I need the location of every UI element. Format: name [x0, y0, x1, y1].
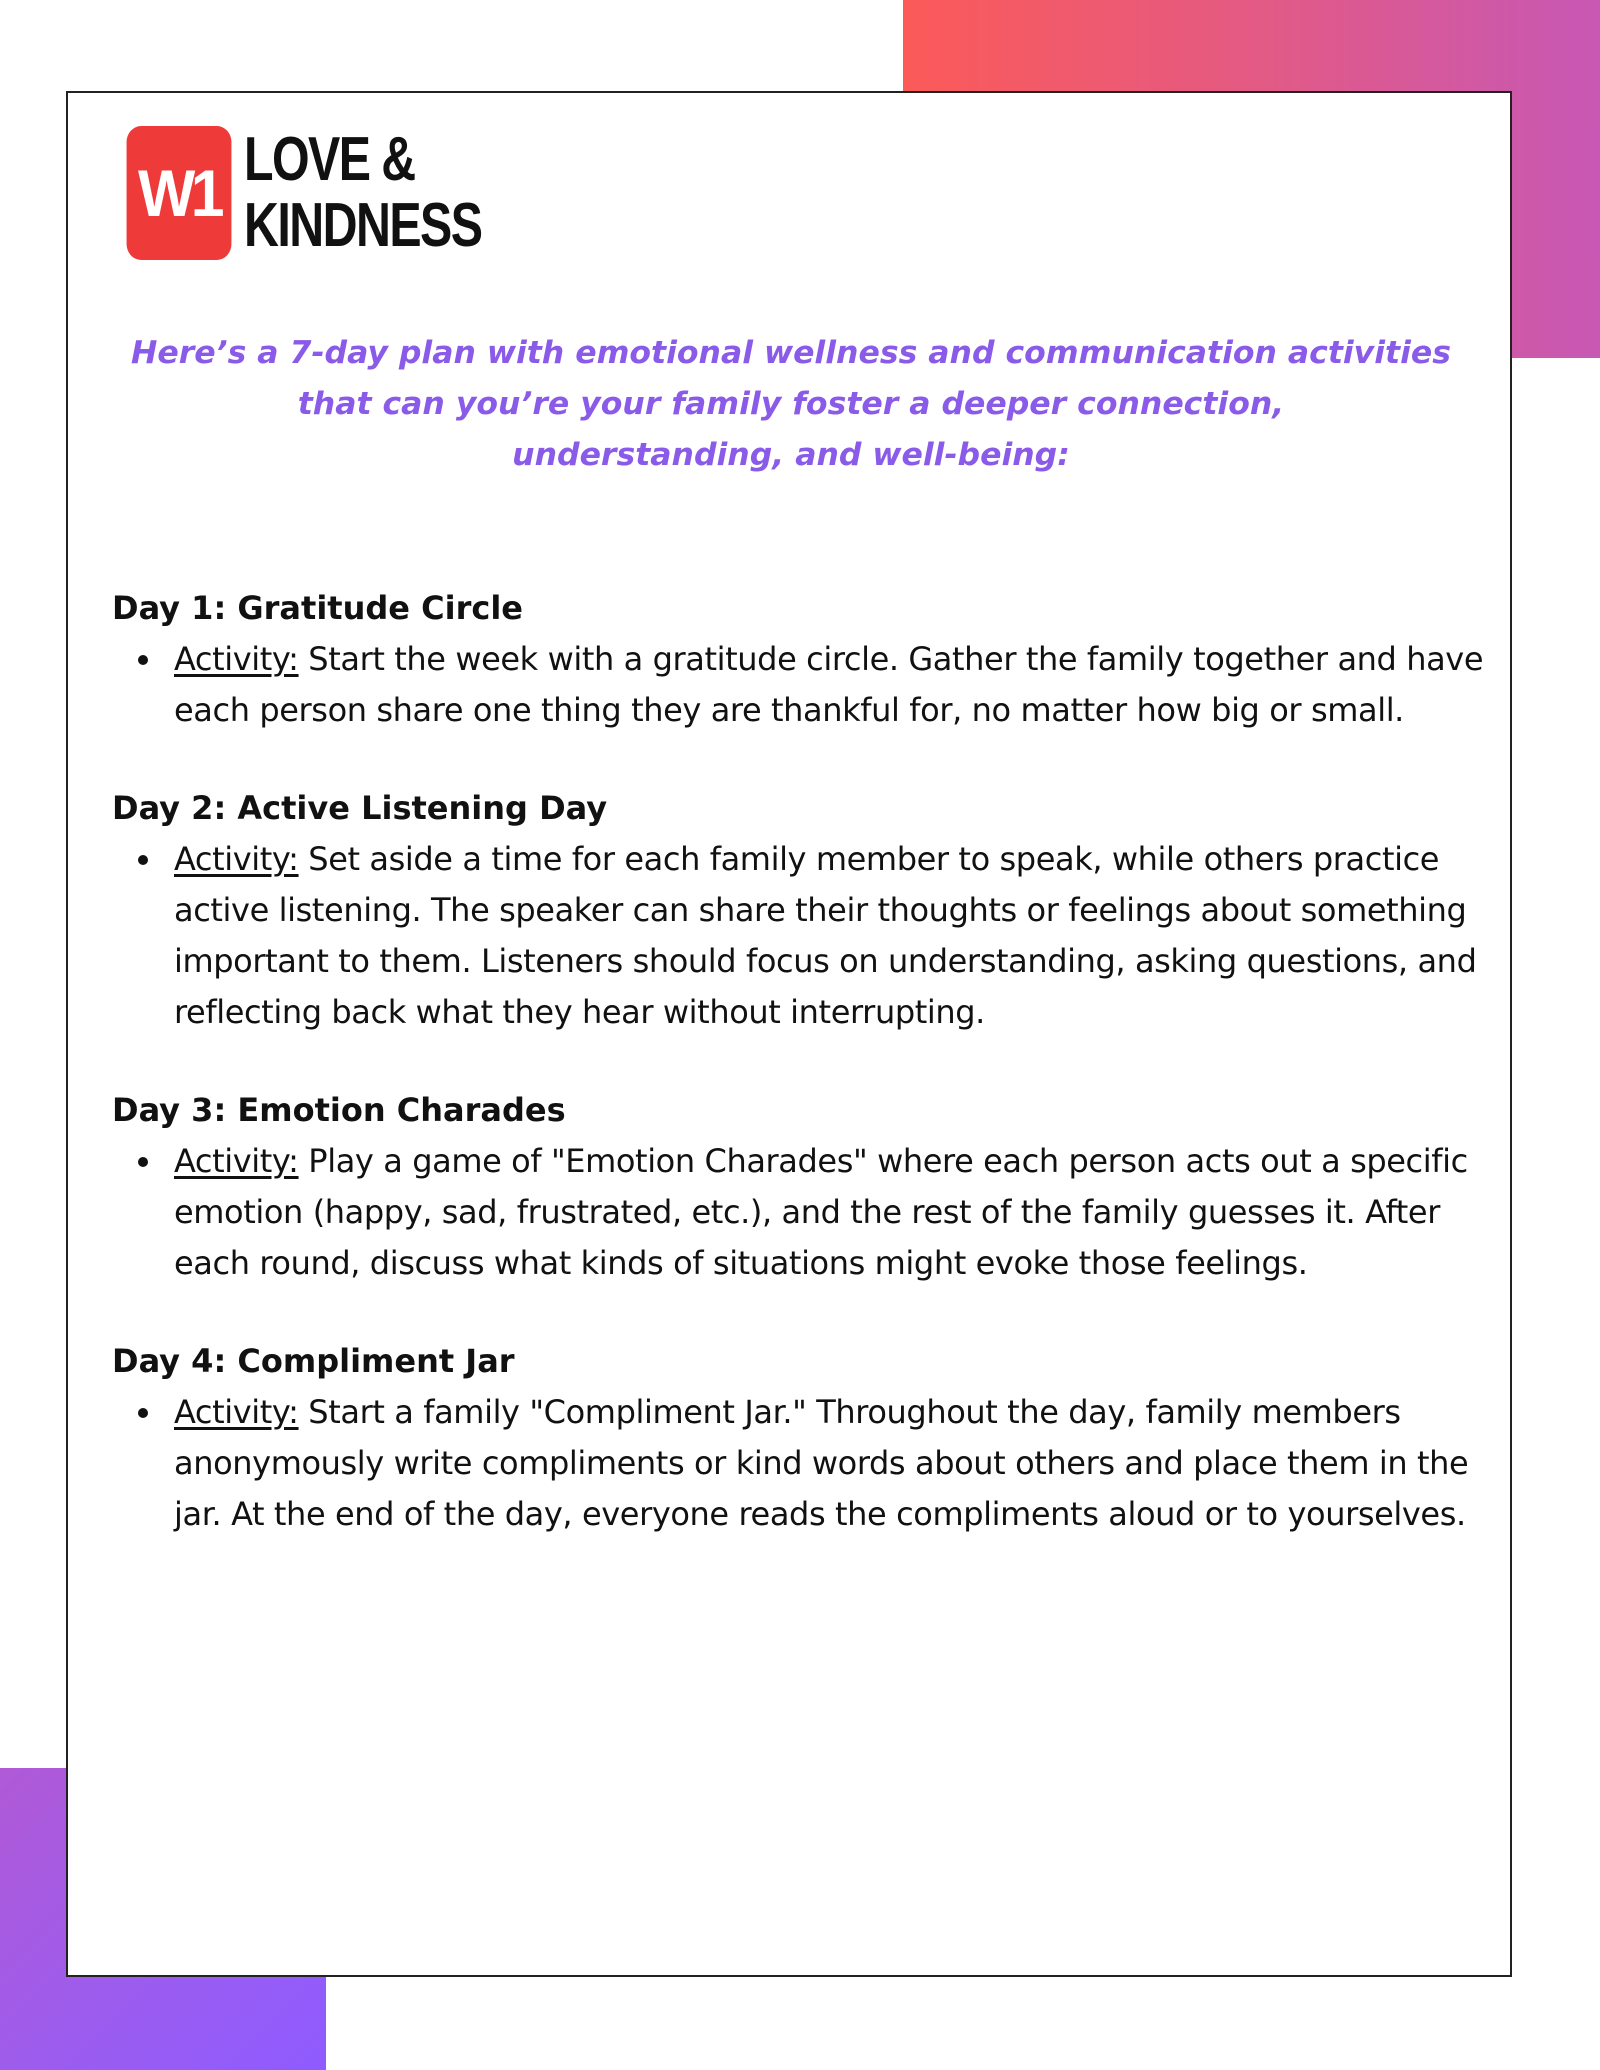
day-title: Day 1: Gratitude Circle — [112, 589, 523, 627]
intro-text — [108, 328, 1474, 481]
activity-text: Start a family "Compliment Jar." Throughout the day, family members anonymously write compliments or kind words about others and place them in the jar. At the end of the day, everyone reads the compliments aloud or to yourselves. — [174, 1393, 1469, 1533]
day-title: Day 2: Active Listening Day — [112, 789, 608, 827]
intro-line-3: understanding, and well-being: — [512, 437, 1070, 473]
list-item — [112, 634, 1492, 736]
intro-line-1: Here’s a 7-day plan with emotional wellness and communication activities — [131, 335, 1451, 371]
activity-description — [174, 634, 1492, 736]
list-item — [112, 834, 1492, 1038]
logo-line-2: KINDNESS — [244, 191, 482, 260]
logo-line-1: LOVE & — [244, 125, 415, 194]
activity-description — [174, 834, 1492, 1038]
page-frame — [66, 91, 1512, 1977]
bullet-icon — [112, 1387, 174, 1540]
logo-badge: W1 — [127, 126, 232, 260]
activity-label: Activity: — [174, 1393, 299, 1431]
day-section-2 — [112, 783, 1492, 1038]
bullet-icon — [112, 834, 174, 1038]
logo-wordmark — [244, 127, 481, 259]
activity-label: Activity: — [174, 1142, 299, 1180]
day-section-4 — [112, 1336, 1492, 1540]
activity-label: Activity: — [174, 640, 299, 678]
bullet-icon — [112, 1136, 174, 1289]
logo — [122, 123, 548, 263]
day-section-1 — [112, 583, 1492, 736]
day-list — [112, 583, 1492, 1587]
activity-description — [174, 1387, 1492, 1540]
list-item — [112, 1387, 1492, 1540]
day-title: Day 4: Compliment Jar — [112, 1342, 515, 1380]
activity-label: Activity: — [174, 840, 299, 878]
list-item — [112, 1136, 1492, 1289]
day-section-3 — [112, 1085, 1492, 1289]
bullet-icon — [112, 634, 174, 736]
activity-text: Start the week with a gratitude circle. Gather the family together and have each person share one thing they are thankful for, no matter how big or small. — [174, 640, 1484, 729]
day-title: Day 3: Emotion Charades — [112, 1091, 566, 1129]
activity-text: Play a game of "Emotion Charades" where each person acts out a specific emotion (happy, sad, frustrated, etc.), and the rest of the family guesses it. After each round, discuss what kinds of situations might evoke those feelings. — [174, 1142, 1468, 1282]
intro-line-2: that can you’re your family foster a deeper connection, — [297, 386, 1285, 422]
activity-description — [174, 1136, 1492, 1289]
activity-text: Set aside a time for each family member to speak, while others practice active listening. The speaker can share their thoughts or feelings about something important to them. Listeners should focus on understanding, asking questions, and reflecting back what they hear without interrupting. — [174, 840, 1477, 1031]
